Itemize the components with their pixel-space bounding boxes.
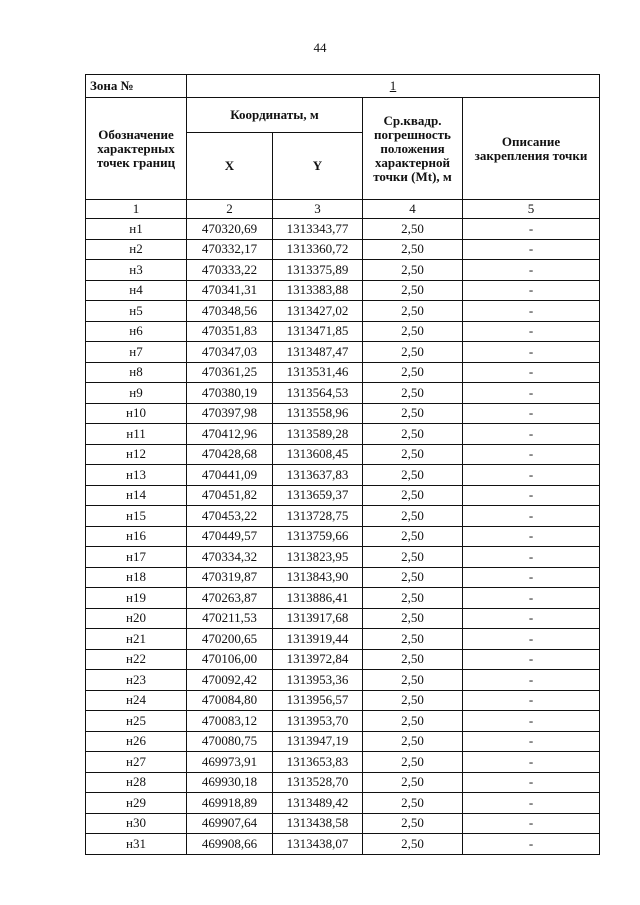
cell-description: - — [463, 731, 600, 752]
cell-point: н2 — [86, 239, 187, 260]
cell-y: 1313759,66 — [273, 526, 363, 547]
table-row — [86, 321, 600, 342]
cell-point: н19 — [86, 588, 187, 609]
cell-x: 470320,69 — [187, 219, 273, 240]
table-row — [86, 752, 600, 773]
table-row — [86, 629, 600, 650]
column-number: 4 — [363, 200, 463, 219]
cell-description: - — [463, 465, 600, 486]
cell-y: 1313360,72 — [273, 239, 363, 260]
column-number: 3 — [273, 200, 363, 219]
column-number-row — [86, 200, 600, 219]
table-row — [86, 567, 600, 588]
cell-x: 470080,75 — [187, 731, 273, 752]
cell-point: н6 — [86, 321, 187, 342]
cell-error: 2,50 — [363, 547, 463, 568]
table-row — [86, 813, 600, 834]
cell-description: - — [463, 772, 600, 793]
cell-y: 1313823,95 — [273, 547, 363, 568]
cell-error: 2,50 — [363, 239, 463, 260]
cell-point: н13 — [86, 465, 187, 486]
cell-description: - — [463, 506, 600, 527]
cell-x: 470200,65 — [187, 629, 273, 650]
column-number: 5 — [463, 200, 600, 219]
cell-point: н23 — [86, 670, 187, 691]
cell-y: 1313489,42 — [273, 793, 363, 814]
table-row — [86, 301, 600, 322]
table-body — [86, 219, 600, 855]
table-row — [86, 834, 600, 855]
cell-error: 2,50 — [363, 424, 463, 445]
cell-point: н5 — [86, 301, 187, 322]
table-row — [86, 711, 600, 732]
cell-x: 470441,09 — [187, 465, 273, 486]
cell-x: 469918,89 — [187, 793, 273, 814]
column-number: 2 — [187, 200, 273, 219]
cell-error: 2,50 — [363, 485, 463, 506]
cell-y: 1313637,83 — [273, 465, 363, 486]
header-x: X — [187, 133, 273, 200]
cell-x: 470412,96 — [187, 424, 273, 445]
cell-y: 1313659,37 — [273, 485, 363, 506]
cell-description: - — [463, 690, 600, 711]
cell-x: 469907,64 — [187, 813, 273, 834]
cell-x: 470453,22 — [187, 506, 273, 527]
coordinates-table — [85, 74, 600, 855]
cell-description: - — [463, 403, 600, 424]
cell-error: 2,50 — [363, 834, 463, 855]
cell-y: 1313947,19 — [273, 731, 363, 752]
table-row — [86, 772, 600, 793]
cell-point: н11 — [86, 424, 187, 445]
cell-description: - — [463, 526, 600, 547]
cell-point: н12 — [86, 444, 187, 465]
cell-x: 470351,83 — [187, 321, 273, 342]
cell-y: 1313972,84 — [273, 649, 363, 670]
table-row — [86, 239, 600, 260]
cell-point: н14 — [86, 485, 187, 506]
table-row — [86, 526, 600, 547]
cell-error: 2,50 — [363, 506, 463, 527]
cell-error: 2,50 — [363, 403, 463, 424]
cell-description: - — [463, 649, 600, 670]
table-row — [86, 649, 600, 670]
column-number: 1 — [86, 200, 187, 219]
cell-x: 470263,87 — [187, 588, 273, 609]
cell-description: - — [463, 219, 600, 240]
cell-error: 2,50 — [363, 711, 463, 732]
cell-description: - — [463, 608, 600, 629]
cell-description: - — [463, 629, 600, 650]
cell-error: 2,50 — [363, 793, 463, 814]
zone-value — [187, 75, 600, 98]
cell-error: 2,50 — [363, 342, 463, 363]
cell-point: н29 — [86, 793, 187, 814]
table-row — [86, 690, 600, 711]
cell-description: - — [463, 752, 600, 773]
cell-error: 2,50 — [363, 526, 463, 547]
cell-point: н24 — [86, 690, 187, 711]
cell-point: н25 — [86, 711, 187, 732]
cell-description: - — [463, 280, 600, 301]
table-row — [86, 608, 600, 629]
table-row — [86, 342, 600, 363]
cell-point: н9 — [86, 383, 187, 404]
table-row — [86, 588, 600, 609]
cell-x: 470341,31 — [187, 280, 273, 301]
table-row — [86, 219, 600, 240]
cell-x: 470106,00 — [187, 649, 273, 670]
cell-y: 1313953,36 — [273, 670, 363, 691]
cell-y: 1313917,68 — [273, 608, 363, 629]
zone-label: Зона № — [86, 75, 187, 98]
cell-y: 1313919,44 — [273, 629, 363, 650]
cell-description: - — [463, 383, 600, 404]
header-row-main — [86, 98, 600, 133]
cell-y: 1313528,70 — [273, 772, 363, 793]
header-description: Описание закрепления точки — [463, 98, 600, 200]
cell-description: - — [463, 260, 600, 281]
cell-point: н17 — [86, 547, 187, 568]
cell-y: 1313471,85 — [273, 321, 363, 342]
header-y: Y — [273, 133, 363, 200]
cell-x: 469908,66 — [187, 834, 273, 855]
cell-point: н28 — [86, 772, 187, 793]
cell-error: 2,50 — [363, 772, 463, 793]
cell-point: н16 — [86, 526, 187, 547]
cell-point: н15 — [86, 506, 187, 527]
cell-description: - — [463, 362, 600, 383]
cell-description: - — [463, 301, 600, 322]
cell-point: н26 — [86, 731, 187, 752]
cell-description: - — [463, 813, 600, 834]
table-row — [86, 670, 600, 691]
cell-error: 2,50 — [363, 670, 463, 691]
cell-description: - — [463, 834, 600, 855]
cell-description: - — [463, 444, 600, 465]
cell-y: 1313843,90 — [273, 567, 363, 588]
table-row — [86, 260, 600, 281]
cell-error: 2,50 — [363, 649, 463, 670]
cell-y: 1313438,07 — [273, 834, 363, 855]
cell-y: 1313953,70 — [273, 711, 363, 732]
cell-description: - — [463, 547, 600, 568]
zone-row — [86, 75, 600, 98]
cell-description: - — [463, 424, 600, 445]
cell-point: н27 — [86, 752, 187, 773]
cell-y: 1313343,77 — [273, 219, 363, 240]
table-row — [86, 547, 600, 568]
cell-y: 1313558,96 — [273, 403, 363, 424]
cell-point: н18 — [86, 567, 187, 588]
cell-error: 2,50 — [363, 813, 463, 834]
cell-point: н7 — [86, 342, 187, 363]
cell-error: 2,50 — [363, 465, 463, 486]
header-error: Ср.квадр. погрешность положения характерной точки (Mt), м — [363, 98, 463, 200]
cell-point: н10 — [86, 403, 187, 424]
header-coordinates: Координаты, м — [187, 98, 363, 133]
cell-error: 2,50 — [363, 280, 463, 301]
cell-y: 1313886,41 — [273, 588, 363, 609]
table-row — [86, 731, 600, 752]
cell-y: 1313653,83 — [273, 752, 363, 773]
cell-description: - — [463, 342, 600, 363]
cell-point: н4 — [86, 280, 187, 301]
cell-x: 470449,57 — [187, 526, 273, 547]
cell-x: 470084,80 — [187, 690, 273, 711]
cell-error: 2,50 — [363, 629, 463, 650]
cell-point: н8 — [86, 362, 187, 383]
cell-point: н21 — [86, 629, 187, 650]
cell-y: 1313531,46 — [273, 362, 363, 383]
table-row — [86, 362, 600, 383]
cell-description: - — [463, 711, 600, 732]
cell-y: 1313589,28 — [273, 424, 363, 445]
cell-x: 470428,68 — [187, 444, 273, 465]
cell-error: 2,50 — [363, 444, 463, 465]
cell-y: 1313427,02 — [273, 301, 363, 322]
cell-y: 1313383,88 — [273, 280, 363, 301]
cell-point: н1 — [86, 219, 187, 240]
table-header — [86, 75, 600, 219]
cell-error: 2,50 — [363, 752, 463, 773]
cell-error: 2,50 — [363, 321, 463, 342]
cell-y: 1313956,57 — [273, 690, 363, 711]
cell-x: 469930,18 — [187, 772, 273, 793]
cell-x: 470332,17 — [187, 239, 273, 260]
table-row — [86, 383, 600, 404]
cell-description: - — [463, 321, 600, 342]
cell-error: 2,50 — [363, 608, 463, 629]
cell-description: - — [463, 239, 600, 260]
cell-error: 2,50 — [363, 301, 463, 322]
header-designation: Обозначение характерных точек границ — [86, 98, 187, 200]
cell-error: 2,50 — [363, 383, 463, 404]
cell-x: 470211,53 — [187, 608, 273, 629]
cell-x: 470380,19 — [187, 383, 273, 404]
cell-y: 1313375,89 — [273, 260, 363, 281]
cell-error: 2,50 — [363, 567, 463, 588]
cell-error: 2,50 — [363, 731, 463, 752]
cell-point: н3 — [86, 260, 187, 281]
cell-x: 470319,87 — [187, 567, 273, 588]
cell-point: н30 — [86, 813, 187, 834]
cell-error: 2,50 — [363, 260, 463, 281]
cell-x: 470334,32 — [187, 547, 273, 568]
cell-point: н20 — [86, 608, 187, 629]
cell-description: - — [463, 567, 600, 588]
cell-error: 2,50 — [363, 362, 463, 383]
cell-x: 470397,98 — [187, 403, 273, 424]
table-row — [86, 424, 600, 445]
cell-description: - — [463, 793, 600, 814]
table-row — [86, 506, 600, 527]
cell-x: 470333,22 — [187, 260, 273, 281]
cell-error: 2,50 — [363, 219, 463, 240]
cell-description: - — [463, 485, 600, 506]
cell-x: 470348,56 — [187, 301, 273, 322]
cell-y: 1313564,53 — [273, 383, 363, 404]
cell-y: 1313438,58 — [273, 813, 363, 834]
cell-description: - — [463, 670, 600, 691]
cell-x: 470361,25 — [187, 362, 273, 383]
cell-x: 470083,12 — [187, 711, 273, 732]
cell-description: - — [463, 588, 600, 609]
cell-x: 470092,42 — [187, 670, 273, 691]
table-row — [86, 485, 600, 506]
table-row — [86, 793, 600, 814]
zone-number: 1 — [389, 78, 397, 93]
cell-error: 2,50 — [363, 690, 463, 711]
cell-point: н31 — [86, 834, 187, 855]
table-row — [86, 403, 600, 424]
cell-x: 470347,03 — [187, 342, 273, 363]
page-number: 44 — [313, 40, 327, 55]
cell-point: н22 — [86, 649, 187, 670]
cell-error: 2,50 — [363, 588, 463, 609]
table-row — [86, 465, 600, 486]
cell-x: 469973,91 — [187, 752, 273, 773]
table-row — [86, 280, 600, 301]
cell-y: 1313728,75 — [273, 506, 363, 527]
cell-x: 470451,82 — [187, 485, 273, 506]
table-row — [86, 444, 600, 465]
cell-y: 1313608,45 — [273, 444, 363, 465]
cell-y: 1313487,47 — [273, 342, 363, 363]
